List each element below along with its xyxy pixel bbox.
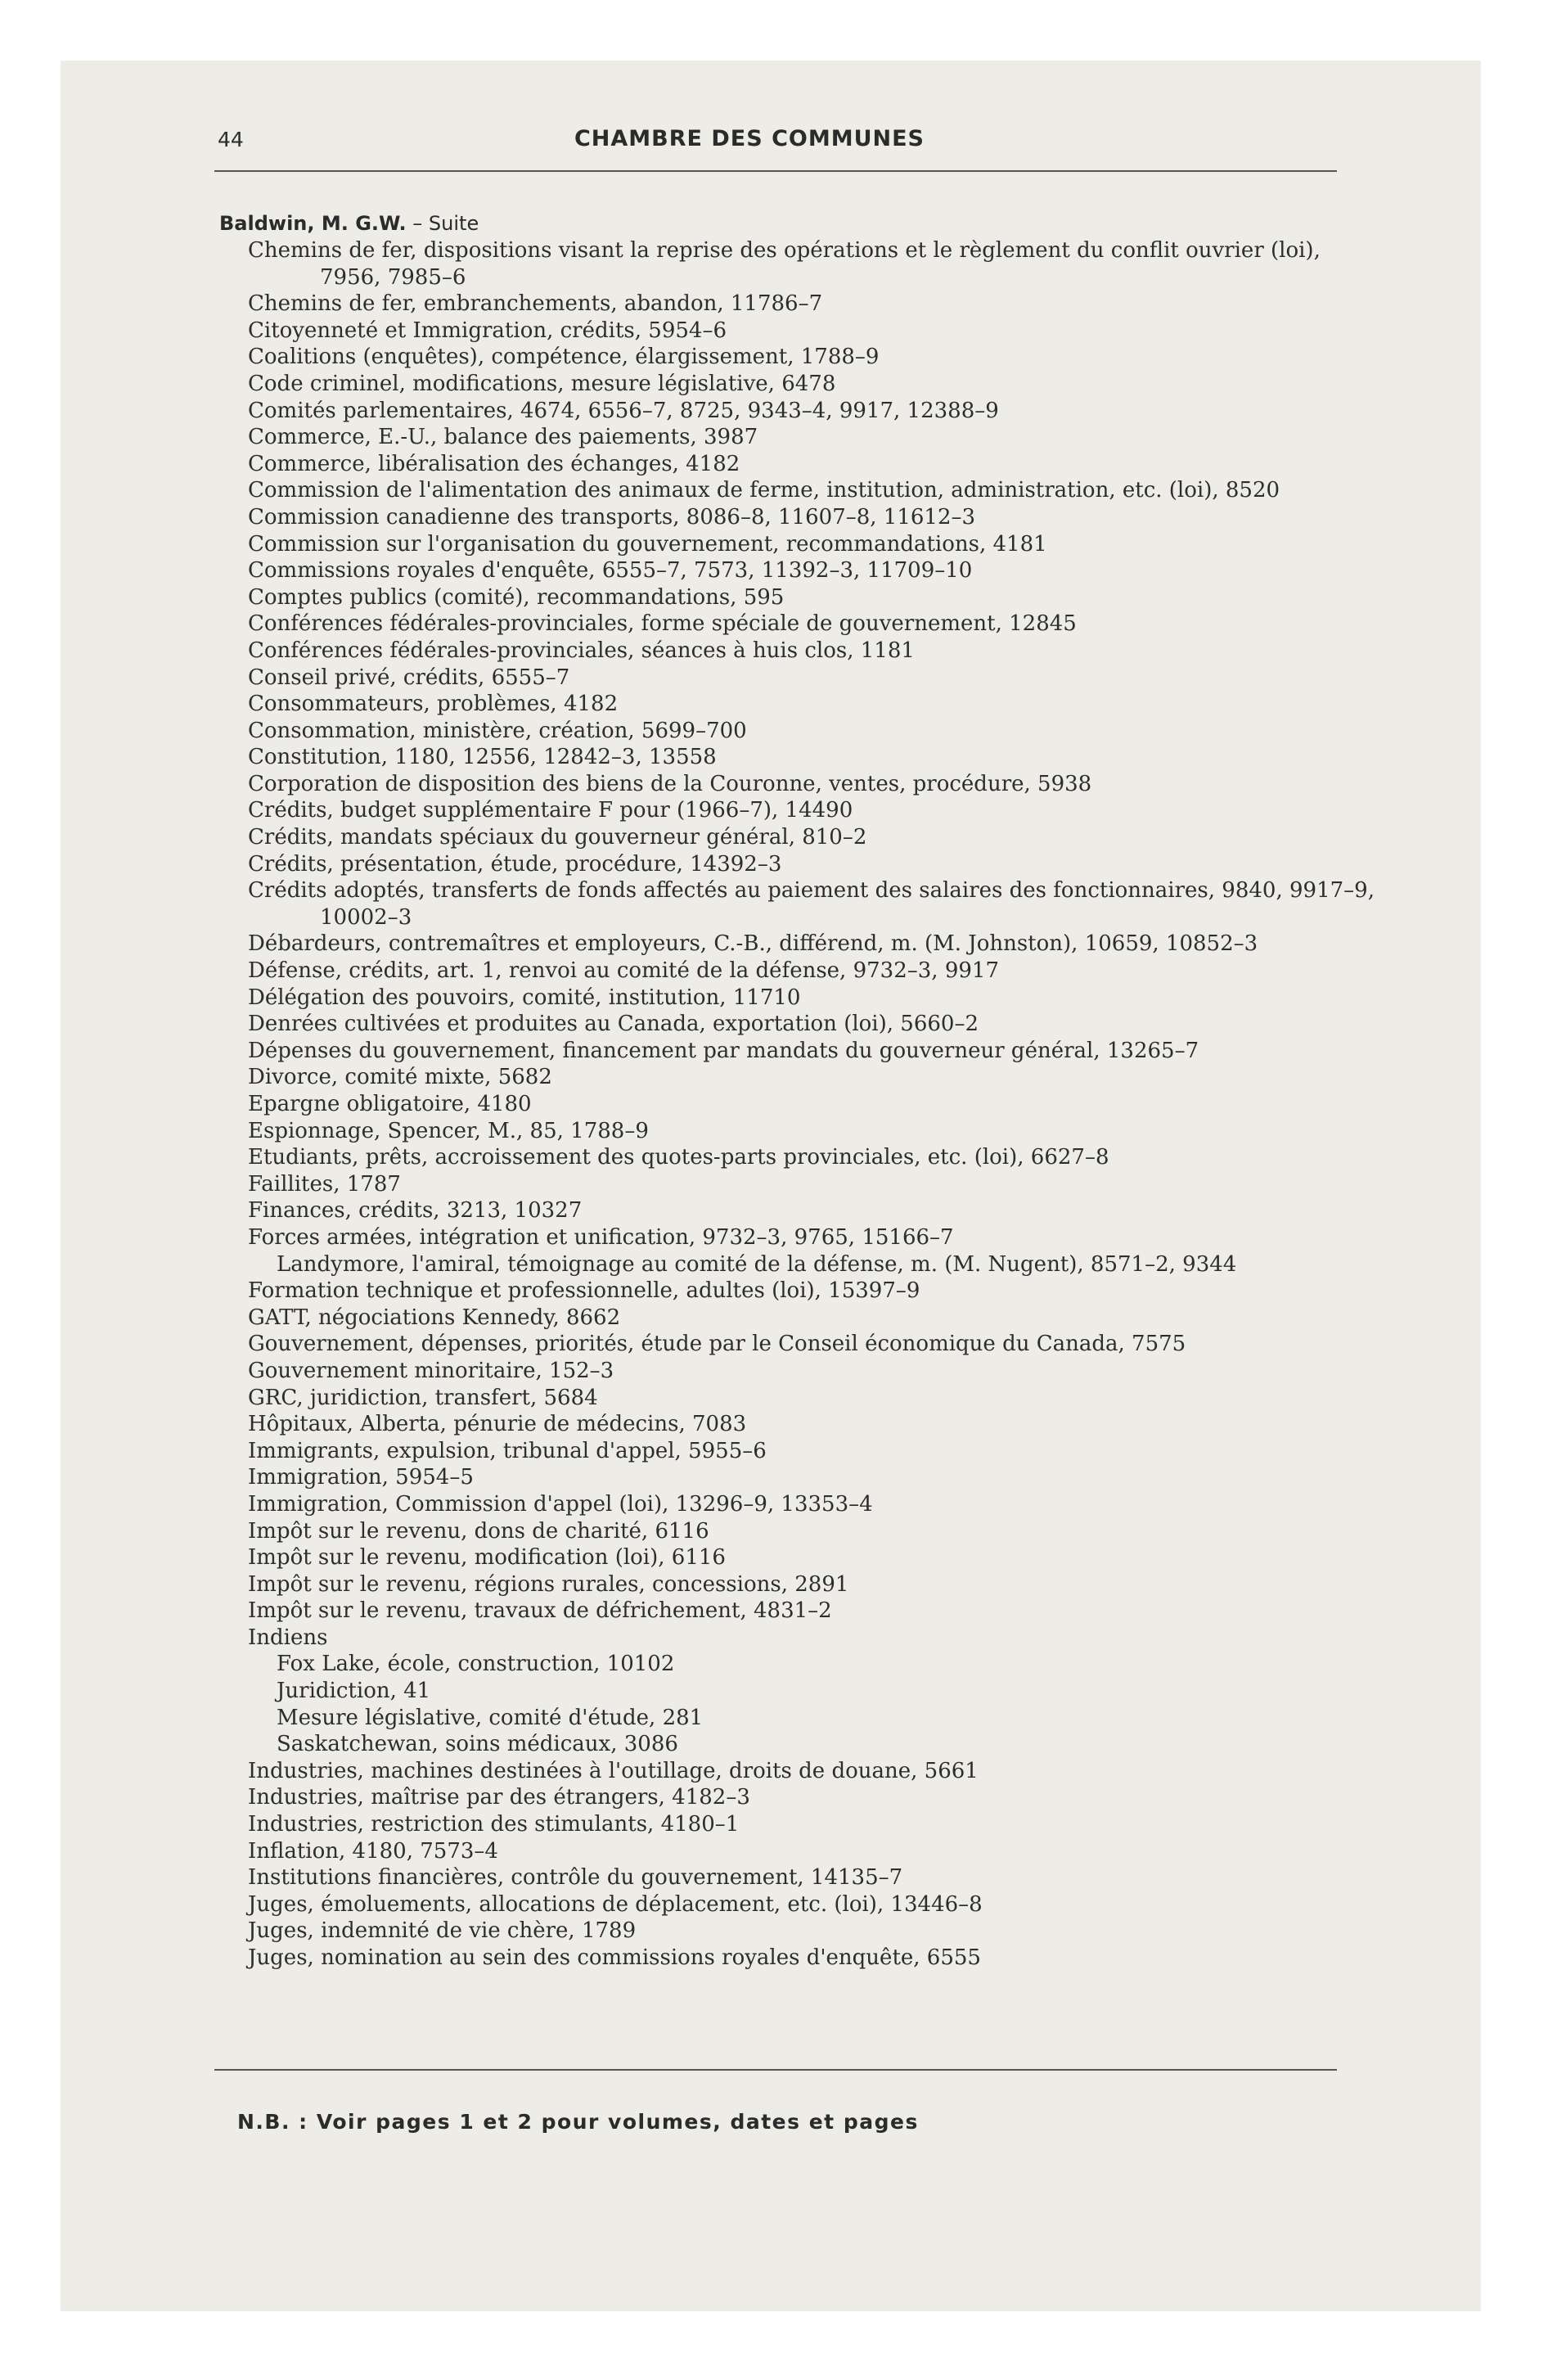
- index-entry: Epargne obligatoire, 4180: [248, 1092, 532, 1116]
- index-entry: Crédits, mandats spéciaux du gouverneur général, 810–2: [248, 825, 867, 850]
- index-subentry: Landymore, l'amiral, témoignage au comité de la défense, m. (M. Nugent), 8571–2, 9344: [277, 1251, 1237, 1277]
- index-entry: Commission de l'alimentation des animaux de ferme, institution, administration, etc. (loi), 8520: [248, 478, 1280, 503]
- index-entry: Divorce, comité mixte, 5682: [248, 1065, 552, 1090]
- index-entry: Crédits, budget supplémentaire F pour (1966–7), 14490: [248, 798, 853, 823]
- index-entry: Défense, crédits, art. 1, renvoi au comité de la défense, 9732–3, 9917: [248, 958, 999, 984]
- index-entry: Industries, machines destinées à l'outillage, droits de douane, 5661: [248, 1758, 979, 1783]
- entry-list: [219, 237, 1381, 1972]
- index-entry: Etudiants, prêts, accroissement des quotes-parts provinciales, etc. (loi), 6627–8: [248, 1145, 1109, 1170]
- index-entry: Commerce, libéralisation des échanges, 4182: [248, 451, 740, 476]
- index-entry: Commerce, E.-U., balance des paiements, 3987: [248, 425, 758, 450]
- index-entry: Forces armées, intégration et unification, 9732–3, 9765, 15166–7: [248, 1224, 954, 1250]
- heading-suffix: – Suite: [412, 212, 479, 235]
- index-entry: Gouvernement, dépenses, priorités, étude par le Conseil économique du Canada, 7575: [248, 1332, 1186, 1357]
- index-entry: Industries, restriction des stimulants, 4180–1: [248, 1812, 740, 1837]
- index-entry: Commission sur l'organisation du gouvernement, recommandations, 4181: [248, 531, 1047, 557]
- index-entry: Formation technique et professionnelle, adultes (loi), 15397–9: [248, 1278, 920, 1304]
- index-entry: Impôt sur le revenu, travaux de défrichement, 4831–2: [248, 1598, 832, 1624]
- index-entry: Constitution, 1180, 12556, 12842–3, 13558: [248, 745, 717, 770]
- index-entry: Faillites, 1787: [248, 1171, 401, 1197]
- index-entry: Comptes publics (comité), recommandations, 595: [248, 584, 785, 610]
- index-heading: [219, 210, 1381, 237]
- index-entries: [219, 210, 1381, 1972]
- index-subentry: Fox Lake, école, construction, 10102: [277, 1652, 675, 1677]
- index-entry: Coalitions (enquêtes), compétence, élargissement, 1788–9: [248, 345, 880, 370]
- index-entry: Commissions royales d'enquête, 6555–7, 7573, 11392–3, 11709–10: [248, 558, 973, 584]
- index-entry: Espionnage, Spencer, M., 85, 1788–9: [248, 1118, 649, 1143]
- index-entry: Gouvernement minoritaire, 152–3: [248, 1358, 614, 1383]
- index-entry: Conférences fédérales-provinciales, séances à huis clos, 1181: [248, 638, 915, 663]
- index-entry: Délégation des pouvoirs, comité, institution, 11710: [248, 985, 801, 1010]
- index-entry: Inflation, 4180, 7573–4: [248, 1838, 498, 1864]
- index-entry: Indiens: [248, 1625, 328, 1650]
- index-entry: Immigration, 5954–5: [248, 1465, 474, 1490]
- index-entry: Citoyenneté et Immigration, crédits, 5954–6: [248, 318, 727, 343]
- index-entry: Consommateurs, problèmes, 4182: [248, 692, 619, 717]
- index-entry: Juges, indemnité de vie chère, 1789: [248, 1918, 637, 1944]
- index-entry: Conférences fédérales-provinciales, forme spéciale de gouvernement, 12845: [248, 611, 1077, 637]
- index-entry: Impôt sur le revenu, modification (loi), 6116: [248, 1545, 726, 1571]
- index-entry: Juges, émoluements, allocations de déplacement, etc. (loi), 13446–8: [248, 1891, 983, 1917]
- index-entry: Finances, crédits, 3213, 10327: [248, 1198, 583, 1224]
- heading-name: Baldwin, M. G.W.: [219, 212, 407, 235]
- footer-note: N.B. : Voir pages 1 et 2 pour volumes, dates et pages: [237, 2110, 919, 2134]
- index-entry: Crédits, présentation, étude, procédure, 14392–3: [248, 851, 782, 877]
- index-entry: Code criminel, modifications, mesure législative, 6478: [248, 371, 836, 396]
- index-entry: Chemins de fer, dispositions visant la reprise des opérations et le règlement du conflit ouvrier (loi), 7956, 7985–6: [248, 238, 1321, 290]
- header-rule: [214, 170, 1337, 172]
- index-entry: GRC, juridiction, transfert, 5684: [248, 1385, 598, 1410]
- page-header: [159, 119, 1340, 160]
- index-entry: Denrées cultivées et produites au Canada, exportation (loi), 5660–2: [248, 1012, 979, 1037]
- index-entry: Hôpitaux, Alberta, pénurie de médecins, 7083: [248, 1412, 747, 1437]
- index-entry: Conseil privé, crédits, 6555–7: [248, 665, 570, 690]
- index-entry: Industries, maîtrise par des étrangers, 4182–3: [248, 1785, 750, 1810]
- index-entry: Comités parlementaires, 4674, 6556–7, 8725, 9343–4, 9917, 12388–9: [248, 398, 999, 423]
- index-entry: Immigrants, expulsion, tribunal d'appel, 5955–6: [248, 1438, 767, 1463]
- index-subentry: Mesure législative, comité d'étude, 281: [277, 1705, 704, 1730]
- index-entry: Impôt sur le revenu, régions rurales, concessions, 2891: [248, 1571, 849, 1597]
- running-title: CHAMBRE DES COMMUNES: [574, 126, 925, 151]
- index-entry: GATT, négociations Kennedy, 8662: [248, 1305, 621, 1330]
- index-entry: Dépenses du gouvernement, financement par mandats du gouverneur général, 13265–7: [248, 1038, 1199, 1063]
- index-entry: Commission canadienne des transports, 8086–8, 11607–8, 11612–3: [248, 504, 976, 530]
- index-subentry: Juridiction, 41: [277, 1679, 431, 1704]
- index-entry: Immigration, Commission d'appel (loi), 13296–9, 13353–4: [248, 1491, 873, 1517]
- index-subentry: Saskatchewan, soins médicaux, 3086: [277, 1732, 678, 1757]
- index-entry: Corporation de disposition des biens de la Couronne, ventes, procédure, 5938: [248, 771, 1092, 796]
- index-entry: Débardeurs, contremaîtres et employeurs, C.-B., différend, m. (M. Johnston), 10659, 10852–3: [248, 931, 1258, 957]
- index-entry: Consommation, ministère, création, 5699–700: [248, 718, 747, 743]
- index-entry: Chemins de fer, embranchements, abandon, 11786–7: [248, 291, 823, 317]
- index-entry: Crédits adoptés, transferts de fonds affectés au paiement des salaires des fonctionnaires, 9840, 9917–9, 10002–3: [248, 878, 1375, 930]
- index-entry: Institutions financières, contrôle du gouvernement, 14135–7: [248, 1865, 903, 1891]
- index-entry: Impôt sur le revenu, dons de charité, 6116: [248, 1518, 709, 1544]
- index-entry: Juges, nomination au sein des commissions royales d'enquête, 6555: [248, 1945, 981, 1970]
- footer-rule: [214, 2069, 1337, 2071]
- page-number: 44: [218, 128, 244, 151]
